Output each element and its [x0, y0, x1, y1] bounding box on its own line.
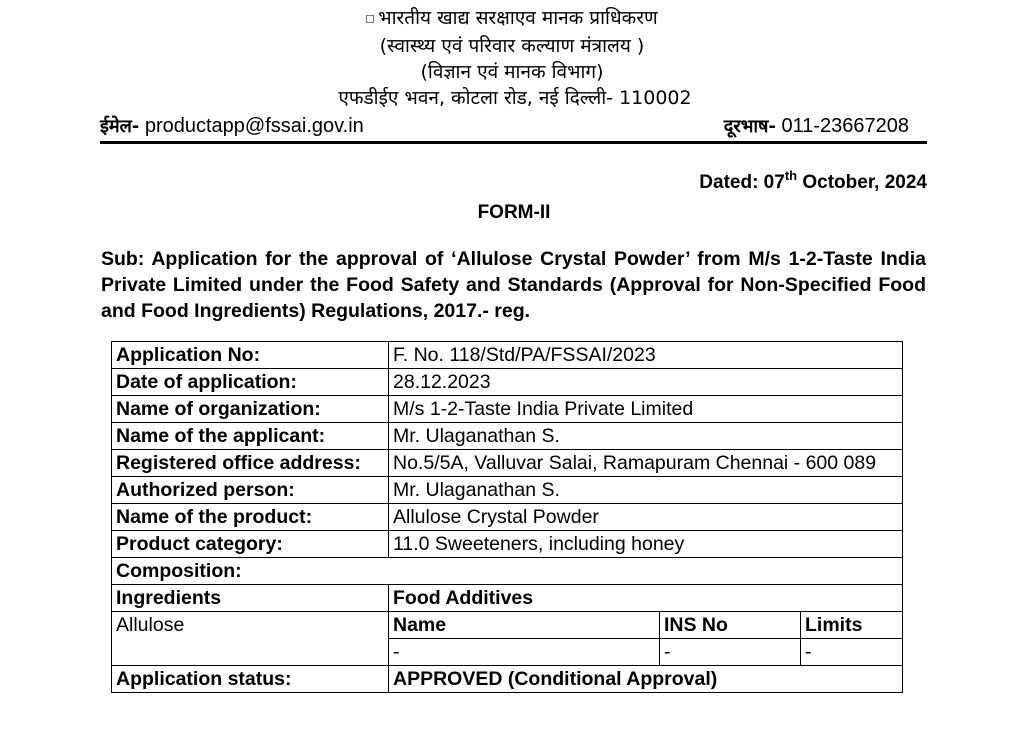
additive-ins-value: -: [660, 639, 801, 666]
ingredient-cell: Allulose: [112, 612, 389, 666]
row-label: Name of organization:: [112, 396, 389, 423]
row-label: Name of the applicant:: [112, 423, 389, 450]
row-value: Mr. Ulaganathan S.: [389, 477, 903, 504]
row-value: M/s 1-2-Taste India Private Limited: [389, 396, 903, 423]
table-row: [112, 504, 903, 531]
row-value: 28.12.2023: [389, 369, 903, 396]
composition-row: [112, 558, 903, 585]
row-label: Date of application:: [112, 369, 389, 396]
ingredients-header: Ingredients: [112, 585, 389, 612]
table-row: [112, 531, 903, 558]
email-label: ईमेल-: [100, 116, 140, 137]
composition-header-row: [112, 585, 903, 612]
table-row: [112, 477, 903, 504]
additive-limits-value: -: [801, 639, 903, 666]
phone-number: 011-23667208: [781, 115, 909, 137]
additive-name-header: Name: [389, 612, 660, 639]
status-row: [112, 666, 903, 693]
row-value: Mr. Ulaganathan S.: [389, 423, 903, 450]
additive-columns-row: [112, 612, 903, 639]
application-details-table: [111, 341, 903, 693]
phone-block: [724, 112, 909, 141]
row-value: Allulose Crystal Powder: [389, 504, 903, 531]
food-additives-header: Food Additives: [389, 585, 903, 612]
form-title: FORM-II: [477, 202, 551, 223]
table-row: [112, 342, 903, 369]
email-block: [100, 112, 364, 141]
contact-row: [100, 112, 927, 142]
row-label: Product category:: [112, 531, 389, 558]
status-value: APPROVED (Conditional Approval): [389, 666, 903, 693]
seal-mark-icon: [366, 15, 374, 23]
composition-label: Composition:: [112, 558, 903, 585]
row-value: 11.0 Sweeteners, including honey: [389, 531, 903, 558]
table-row: [112, 369, 903, 396]
letterhead-ministry: (स्वास्थ्य एवं परिवार कल्याण मंत्रालय ): [379, 35, 645, 57]
table-row: [112, 450, 903, 477]
row-value: No.5/5A, Valluvar Salai, Ramapuram Chennai - 600 089: [389, 450, 903, 477]
additive-ins-header: INS No: [660, 612, 801, 639]
phone-label: दूरभाष-: [723, 116, 776, 137]
table-row: [112, 423, 903, 450]
header-divider: [100, 141, 927, 144]
row-label: Name of the product:: [112, 504, 389, 531]
letterhead-org-name: भारतीय खाद्य सरक्षाएव मानक प्राधिकरण: [0, 6, 1024, 30]
row-label: Registered office address:: [112, 450, 389, 477]
row-value: F. No. 118/Std/PA/FSSAI/2023: [389, 342, 903, 369]
letterhead-address: एफडीईए भवन, कोटला रोड, नई दिल्ली- 110002: [338, 87, 692, 109]
row-label: Application No:: [112, 342, 389, 369]
row-label: Authorized person:: [112, 477, 389, 504]
letterhead-department: (विज्ञान एवं मानक विभाग): [420, 61, 604, 83]
email-link[interactable]: productapp@fssai.gov.in: [144, 115, 364, 137]
status-label: Application status:: [112, 666, 389, 693]
additive-limits-header: Limits: [801, 612, 903, 639]
table-row: [112, 396, 903, 423]
additive-name-value: -: [389, 639, 660, 666]
subject-paragraph: Sub: Application for the approval of ‘Allulose Crystal Powder’ from M/s 1-2-Taste India Private Limited under the Food Safety and Standards (Approval for Non-Specified Food and Food Ingredients) Regulations, 2017.- reg.: [101, 248, 926, 322]
dated-line: Dated: 07th October, 2024: [699, 168, 927, 193]
